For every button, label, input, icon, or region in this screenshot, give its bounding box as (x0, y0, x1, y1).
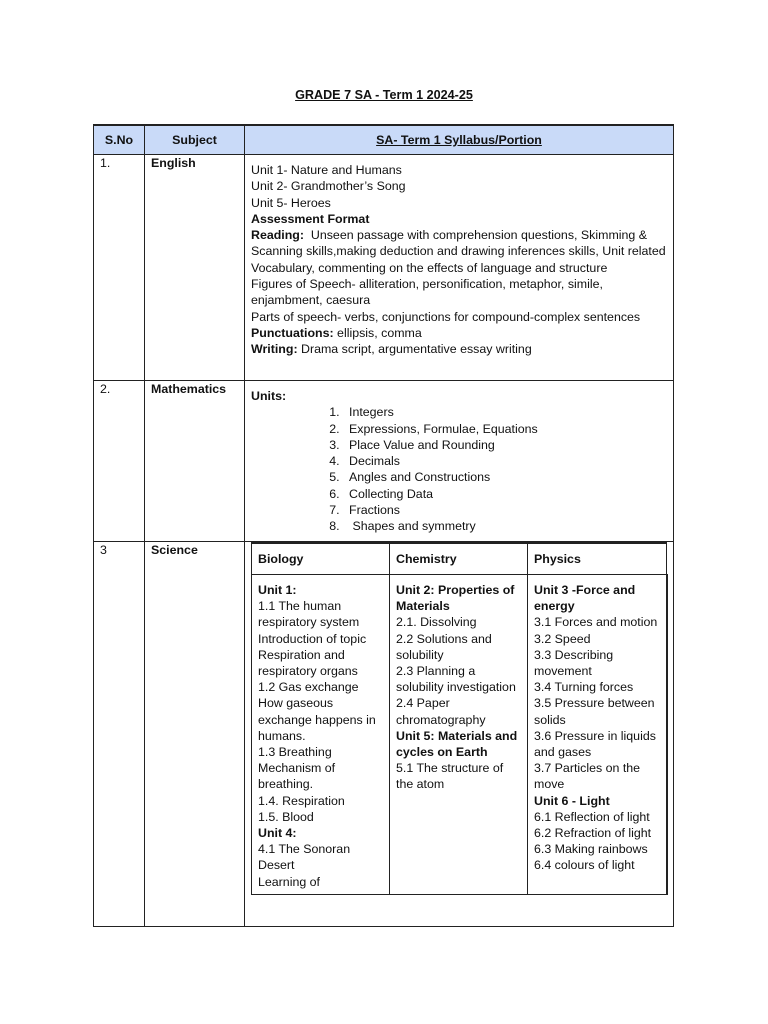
physics-line: 3.2 Speed (534, 631, 591, 646)
table-row-mathematics (94, 381, 674, 542)
biology-line: 4.1 The Sonoran Desert (258, 842, 351, 873)
header-physics: Physics (528, 543, 667, 575)
parts-of-speech: Parts of speech- verbs, conjunctions for compound-complex sentences (251, 309, 641, 324)
physics-line: 3.3 Describing movement (534, 647, 614, 679)
physics-line: 3.1 Forces and motion (534, 615, 658, 630)
punctuations-line (251, 325, 667, 341)
biology-line: 1.1 The human respiratory system (258, 599, 360, 630)
sno-cell: 1. (94, 155, 145, 381)
biology-unit-heading: Unit 1: (258, 583, 297, 597)
chemistry-unit-heading: Unit 2: Properties of Materials (396, 583, 515, 614)
subject-cell: Mathematics (145, 381, 245, 542)
physics-line: 3.7 Particles on the move (534, 761, 641, 792)
physics-line: 6.1 Reflection of light (534, 809, 650, 824)
biology-line: 1.3 Breathing (258, 745, 332, 760)
biology-line: How gaseous exchange happens in humans. (258, 696, 376, 743)
list-item: 4. Decimals (343, 453, 667, 469)
sno-cell: 3 (94, 542, 145, 927)
writing-line (251, 341, 667, 357)
header-syllabus: SA- Term 1 Syllabus/Portion (245, 125, 674, 155)
biology-line: Introduction of topic (258, 631, 367, 646)
writing-label: Writing: (251, 342, 298, 357)
physics-line: 6.3 Making rainbows (534, 842, 648, 857)
biology-cell (252, 575, 390, 895)
header-row (94, 125, 674, 155)
figures-of-speech: Figures of Speech- alliteration, personification, metaphor, simile, enjambment, caesura (251, 277, 603, 308)
chemistry-line: 2.2 Solutions and solubility (396, 631, 492, 662)
biology-line: 1.4. Respiration (258, 793, 345, 808)
subject-cell: English (145, 155, 245, 381)
assessment-heading: Assessment Format (251, 211, 370, 226)
syllabus-table (93, 124, 674, 927)
header-biology: Biology (252, 543, 390, 575)
physics-cell (528, 575, 667, 895)
science-inner-table (251, 542, 668, 895)
sno-cell: 2. (94, 381, 145, 542)
math-units-list (251, 404, 667, 534)
science-header-row (252, 543, 667, 575)
chemistry-line: 5.1 The structure of the atom (396, 761, 504, 792)
science-syllabus-cell (245, 542, 674, 927)
list-item: 3. Place Value and Rounding (343, 437, 667, 453)
physics-unit-heading: Unit 3 -Force and energy (534, 583, 636, 614)
reading-paragraph (251, 227, 670, 276)
physics-unit-heading: Unit 6 - Light (534, 793, 610, 808)
math-syllabus-cell (245, 381, 674, 542)
writing-text: Drama script, argumentative essay writing (297, 342, 532, 357)
list-item: 7. Fractions (343, 502, 667, 518)
list-item: 2. Expressions, Formulae, Equations (343, 421, 667, 437)
chemistry-line: 2.4 Paper chromatography (396, 696, 486, 727)
english-unit-2: Unit 2- Grandmother’s Song (251, 179, 406, 194)
physics-line: 6.4 colours of light (534, 858, 635, 873)
header-subject: Subject (145, 125, 245, 155)
list-item: 1. Integers (343, 404, 667, 420)
reading-label: Reading: (251, 228, 305, 243)
biology-line: 1.2 Gas exchange (258, 680, 359, 695)
biology-line: Mechanism of breathing. (258, 761, 336, 792)
physics-line: 3.6 Pressure in liquids and gases (534, 728, 656, 760)
table-row-science (94, 542, 674, 927)
physics-line: 6.2 Refraction of light (534, 826, 652, 841)
punctuations-label: Punctuations: (251, 325, 334, 340)
table-row-english (94, 155, 674, 381)
chemistry-cell (390, 575, 528, 895)
science-content-row (252, 575, 667, 895)
english-unit-5: Unit 5- Heroes (251, 195, 331, 210)
biology-line: Respiration and respiratory organs (258, 647, 358, 679)
page-title: GRADE 7 SA - Term 1 2024-25 (295, 88, 473, 102)
list-item: 6. Collecting Data (343, 486, 667, 502)
biology-unit-heading: Unit 4: (258, 826, 297, 841)
punctuations-text: ellipsis, comma (333, 325, 422, 340)
biology-line: 1.5. Blood (258, 809, 314, 824)
biology-line: Learning of (258, 874, 321, 889)
header-chemistry: Chemistry (390, 543, 528, 575)
header-sno: S.No (94, 125, 145, 155)
subject-cell: Science (145, 542, 245, 927)
physics-line: 3.4 Turning forces (534, 680, 634, 695)
physics-line: 3.5 Pressure between solids (534, 696, 655, 727)
math-units-label: Units: (251, 389, 287, 403)
english-unit-1: Unit 1- Nature and Humans (251, 163, 402, 177)
chemistry-line: 2.1. Dissolving (396, 615, 477, 630)
english-syllabus-cell (245, 155, 674, 381)
chemistry-line: 2.3 Planning a solubility investigation (396, 664, 516, 695)
reading-text: Unseen passage with comprehension questions, Skimming & Scanning skills,making deduction and drawing inferences skills, Unit related Vocabulary, commenting on the effects of language and structure (251, 228, 670, 275)
list-item: 5. Angles and Constructions (343, 469, 667, 485)
list-item: 8. Shapes and symmetry (343, 518, 667, 534)
chemistry-unit-heading: Unit 5: Materials and cycles on Earth (396, 728, 518, 760)
